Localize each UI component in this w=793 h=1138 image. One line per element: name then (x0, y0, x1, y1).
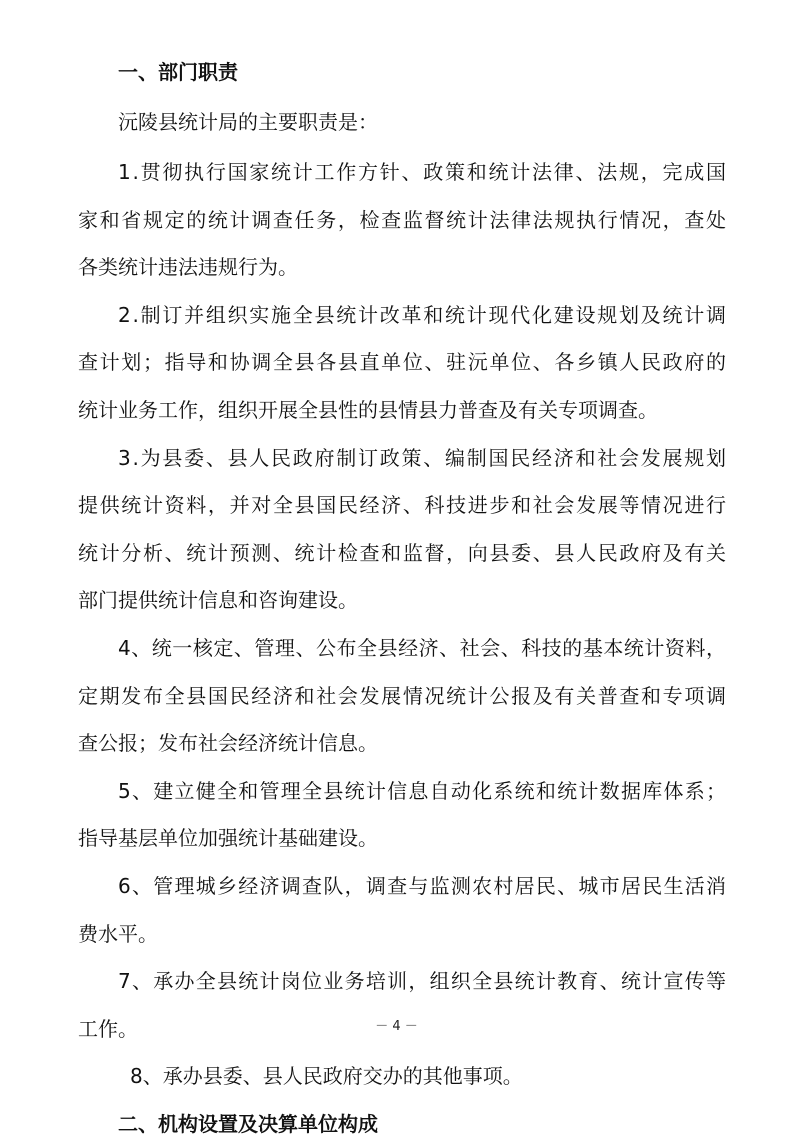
section-heading-duties: 一、部门职责 (118, 60, 238, 84)
duty-item-5-line-1: 5、建立健全和管理全县统计信息自动化系统和统计数据库体系； (118, 779, 728, 803)
duty-item-4-line-1: 4、统一核定、管理、公布全县经济、社会、科技的基本统计资料， (118, 636, 727, 660)
duty-item-5-line-2: 指导基层单位加强统计基础建设。 (78, 826, 378, 850)
duty-item-3-line-2: 提供统计资料，并对全县国民经济、科技进步和社会发展等情况进行 (78, 493, 728, 517)
duty-item-2-line-3: 统计业务工作，组织开展全县性的县情县力普查及有关专项调查。 (78, 398, 658, 422)
duty-item-3-line-4: 部门提供统计信息和咨询建设。 (78, 588, 358, 612)
duty-item-4-line-2: 定期发布全县国民经济和社会发展情况统计公报及有关普查和专项调 (78, 684, 728, 708)
duty-item-1-line-2: 家和省规定的统计调查任务，检查监督统计法律法规执行情况，查处 (78, 208, 728, 232)
duty-item-6-line-2: 费水平。 (78, 922, 158, 946)
duty-item-7-line-1: 7、承办全县统计岗位业务培训，组织全县统计教育、统计宣传等 (118, 969, 728, 993)
page-number: － 4 － (375, 1019, 418, 1034)
duty-item-8-line-1: 8、承办县委、县人民政府交办的其他事项。 (130, 1064, 523, 1088)
duty-item-3-line-3: 统计分析、统计预测、统计检查和监督，向县委、县人民政府及有关 (78, 541, 728, 565)
duty-item-1-line-1: 1.贯彻执行国家统计工作方针、政策和统计法律、法规，完成国 (118, 160, 728, 184)
section-heading-structure: 二、机构设置及决算单位构成 (118, 1112, 378, 1136)
duty-item-7-line-2: 工作。 (78, 1017, 138, 1041)
duty-item-2-line-1: 2.制订并组织实施全县统计改革和统计现代化建设规划及统计调 (118, 303, 728, 327)
duty-item-4-line-3: 查公报；发布社会经济统计信息。 (78, 731, 378, 755)
duty-item-2-line-2: 查计划；指导和协调全县各县直单位、驻沅单位、各乡镇人民政府的 (78, 350, 728, 374)
duty-item-1-line-3: 各类统计违法违规行为。 (78, 255, 298, 279)
intro-text: 沅陵县统计局的主要职责是： (118, 110, 378, 134)
duty-item-3-line-1: 3.为县委、县人民政府制订政策、编制国民经济和社会发展规划 (118, 446, 728, 470)
duty-item-6-line-1: 6、管理城乡经济调查队，调查与监测农村居民、城市居民生活消 (118, 874, 728, 898)
